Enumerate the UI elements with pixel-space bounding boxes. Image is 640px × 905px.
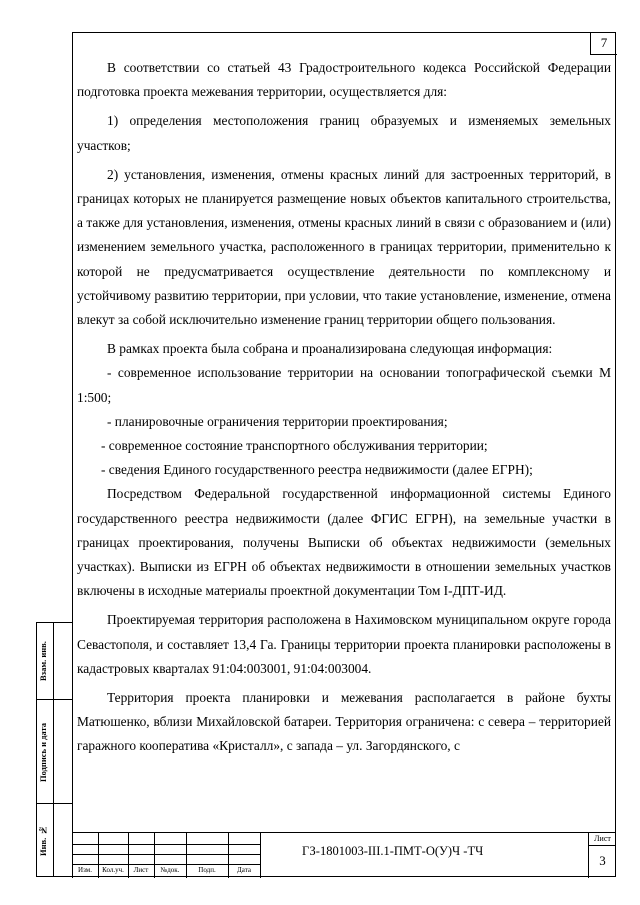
- paragraph: 2) установления, изменения, отмены красных линий для застроенных территорий, в границах которых не планируется размещение новых объектов капитального строительства, а также для установления, изменения, отмены красных линий в связи с образованием и (или) изменением земельного участка, расположенного в границах территории, применительно к которой не предусматривается осуществление деятельности по комплексному и устойчивому развитию территории, при условии, что такие установление, изменение, отмена влекут за собой исключительно изменение границ территории общего пользования.: [77, 166, 611, 328]
- col-count: Кол.уч.: [102, 866, 124, 874]
- paragraph: В соответствии со статьей 43 Градостроительного кодекса Российской Федерации подготовка проекта межевания территории, осуществляется для:: [77, 60, 611, 100]
- col-doc-number: №док.: [160, 866, 180, 874]
- approved-inventory-label: Взам. инв.: [38, 641, 48, 681]
- signature-date-label: Подпись и дата: [38, 723, 48, 783]
- sheet-label: Лист: [589, 833, 616, 846]
- paragraph: Территория проекта планировки и межевания располагается в районе бухты Матюшенко, вблизи Михайловской батареи. Территория ограничена: с севера – территорией гаражного кооператива «Кристалл», с запада – ул. Загордянского, с: [77, 690, 611, 754]
- list-item: - сведения Единого государственного реестра недвижимости (далее ЕГРН);: [101, 462, 533, 478]
- sheet-box: [588, 833, 616, 878]
- inventory-number-label: Инв. №: [38, 825, 48, 857]
- list-item: - планировочные ограничения территории проектирования;: [107, 413, 448, 429]
- paragraph: Посредством Федеральной государственной информационной системы Единого государственного реестра недвижимости (далее ФГИС ЕГРН), на земельные участки в границах проектирования, получены Выписки об объектах недвижимости (земельных участках). Выписки из ЕГРН об объектах недвижимости в отношении земельных участков включены в исходные материалы проектной документации Том I-ДПТ-ИД.: [77, 486, 611, 599]
- stamp-grid: [72, 833, 260, 878]
- paragraph: Проектируемая территория расположена в Нахимовском муниципальном округе города Севастополя, и составляет 13,4 Га. Границы территории проекта планировки расположены в кадастровых кварталах 91:04:003001, 91:04:003004.: [77, 612, 611, 676]
- title-block-stamp: [72, 832, 616, 877]
- side-strip: [36, 622, 72, 877]
- side-strip-divider: [37, 699, 72, 700]
- paragraph: В рамках проекта была собрана и проанализирована следующая информация:: [107, 341, 553, 357]
- list-item: - современное использование территории на основании топографической съемки М 1:500;: [77, 365, 611, 405]
- top-page-number: 7: [590, 32, 617, 55]
- col-signature: Подп.: [198, 866, 216, 874]
- side-strip-divider: [37, 803, 72, 804]
- col-sheet: Лист: [133, 866, 149, 874]
- document-body: [77, 56, 611, 759]
- col-change: Изм.: [78, 866, 92, 874]
- sheet-number: 3: [599, 853, 606, 868]
- list-item: - современное состояние транспортного обслуживания территории;: [101, 438, 488, 454]
- paragraph: 1) определения местоположения границ образуемых и изменяемых земельных участков;: [77, 113, 611, 153]
- col-date: Дата: [237, 866, 251, 874]
- document-code: ГЗ-1801003-III.1-ПМТ-О(У)Ч -ТЧ: [302, 844, 484, 858]
